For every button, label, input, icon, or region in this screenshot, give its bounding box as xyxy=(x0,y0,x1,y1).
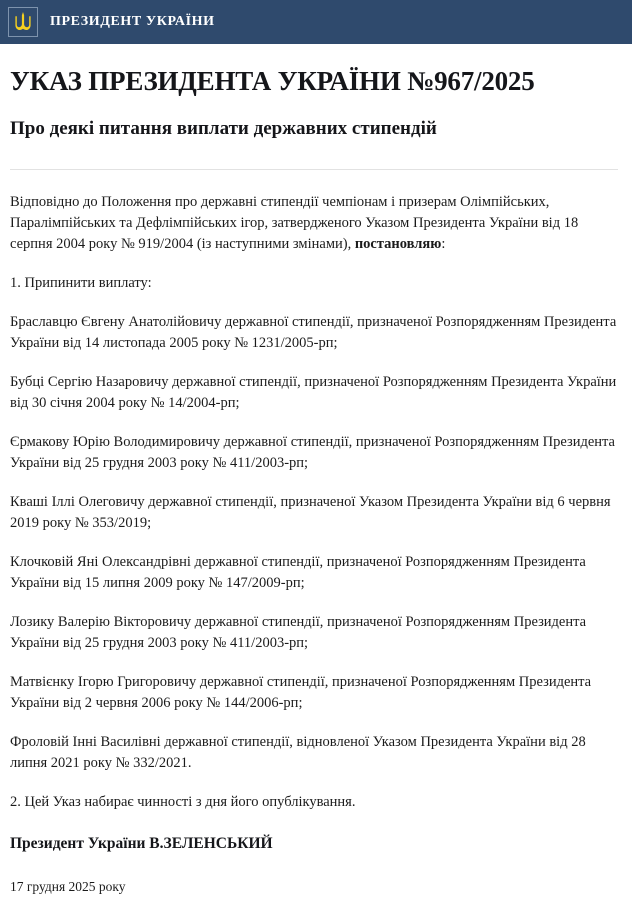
recipient-item: Бубці Сергію Назаровичу державної стипендії, призначеної Розпорядженням Президента України від 30 січня 2004 року № 14/2004-рп; xyxy=(10,373,617,411)
intro-text-bold: постановляю xyxy=(354,235,442,252)
intro-text-before: Відповідно до Положення про державні стипендії чемпіонам і призерам Олімпійських, Паралімпійських та Дефлімпійських ігор, затвердженого Указом Президента України від 18 серпня 2004 року № 919/2004 (із наступними змінами), xyxy=(10,193,579,252)
recipient-item: Браславцю Євгену Анатолійовичу державної стипендії, призначеної Розпорядженням Президента України від 14 листопада 2005 року № 1231/2005-рп; xyxy=(10,313,617,351)
recipient-item: Лозику Валерію Вікторовичу державної стипендії, призначеної Розпорядженням Президента України від 25 грудня 2003 року № 411/2003-рп; xyxy=(10,614,587,652)
clause-1: 1. Припинити виплату: xyxy=(10,274,152,291)
site-header xyxy=(0,0,632,44)
divider xyxy=(10,169,618,170)
document-subtitle: Про деякі питання виплати державних стипендій xyxy=(10,118,437,140)
page-title: УКАЗ ПРЕЗИДЕНТА УКРАЇНИ №967/2025 xyxy=(10,66,535,96)
header-title: ПРЕЗИДЕНТ УКРАЇНИ xyxy=(50,14,215,29)
recipient-item: Кваші Іллі Олеговичу державної стипендії, призначеної Указом Президента України від 6 червня 2019 року № 353/2019; xyxy=(10,493,611,531)
document-body xyxy=(0,44,632,895)
intro-text-after: : xyxy=(441,235,446,252)
signature-line: Президент України В.ЗЕЛЕНСЬКИЙ xyxy=(10,835,273,853)
ukraine-trident-emblem-icon xyxy=(8,7,38,37)
document-date: 17 грудня 2025 року xyxy=(10,879,126,895)
recipient-item: Єрмакову Юрію Володимировичу державної стипендії, призначеної Розпорядженням Президента України від 25 грудня 2003 року № 411/2003-рп; xyxy=(10,433,615,471)
recipient-item: Матвієнку Ігорю Григоровичу державної стипендії, призначеної Розпорядженням Президента України від 2 червня 2006 року № 144/2006-рп; xyxy=(10,674,592,712)
recipient-item: Фроловій Інні Василівні державної стипендії, відновленої Указом Президента України від 28 липня 2021 року № 332/2021. xyxy=(10,734,586,772)
clause-2: 2. Цей Указ набирає чинності з дня його опублікування. xyxy=(10,794,356,811)
intro-paragraph xyxy=(10,192,618,255)
recipient-item: Клочковій Яні Олександрівні державної стипендії, призначеної Розпорядженням Президента України від 15 липня 2009 року № 147/2009-рп; xyxy=(10,553,586,591)
